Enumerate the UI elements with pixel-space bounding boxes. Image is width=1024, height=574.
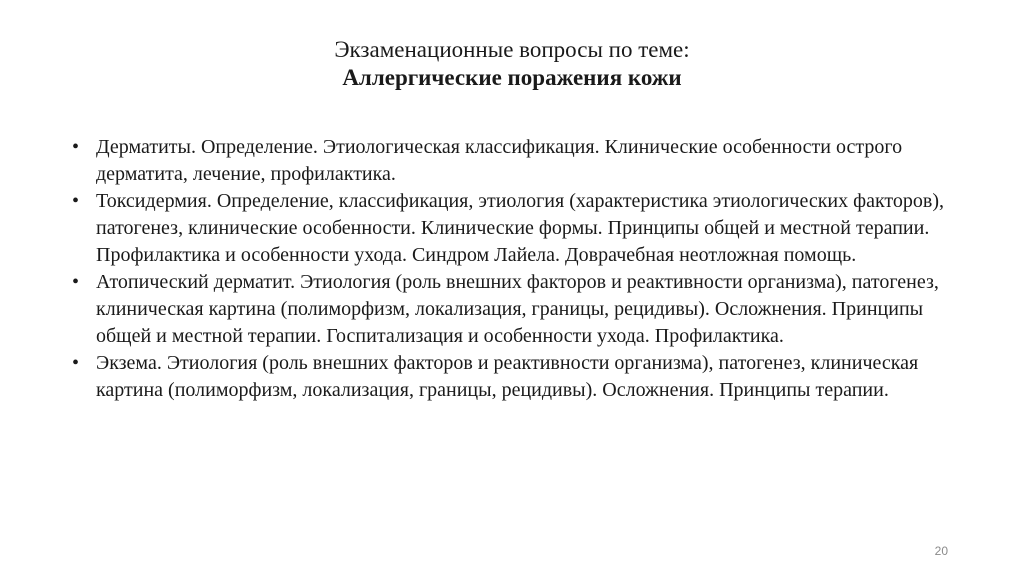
title-line-topic: Экзаменационные вопросы по теме: <box>334 37 690 62</box>
list-item-text: Экзема. Этиология (роль внешних факторов и реактивности организма), патогенез, клиническая картина (полиморфизм, локализация, границы, рецидивы). Осложнения. Принципы терапии. <box>96 352 919 401</box>
list-item-text: Дерматиты. Определение. Этиологическая классификация. Клинические особенности острого дерматита, лечение, профилактика. <box>96 136 903 185</box>
page-number: 20 <box>934 544 948 558</box>
bullet-icon: • <box>72 136 80 158</box>
title-line-subject: Аллергические поражения кожи <box>342 65 682 90</box>
list-item-text: Атопический дерматит. Этиология (роль внешних факторов и реактивности организма), патогенез, клиническая картина (полиморфизм, локализация, границы, рецидивы). Осложнения. Принципы общей и местной терапии. Госпитализация и особенности ухода. Профилактика. <box>96 271 939 347</box>
list-item <box>72 134 952 188</box>
list-item-text: Токсидермия. Определение, классификация, этиология (характеристика этиологических факторов), патогенез, клинические особенности. Клинические формы. Принципы общей и местной терапии. Профилактика и особенности ухода. Синдром Лайела. Доврачебная неотложная помощь. <box>96 190 944 266</box>
bullet-icon: • <box>72 271 80 293</box>
list-item <box>72 188 952 269</box>
slide-title <box>0 36 1024 92</box>
question-list <box>72 134 952 404</box>
list-item <box>72 350 952 404</box>
list-item <box>72 269 952 350</box>
bullet-icon: • <box>72 352 80 374</box>
bullet-icon: • <box>72 190 80 212</box>
